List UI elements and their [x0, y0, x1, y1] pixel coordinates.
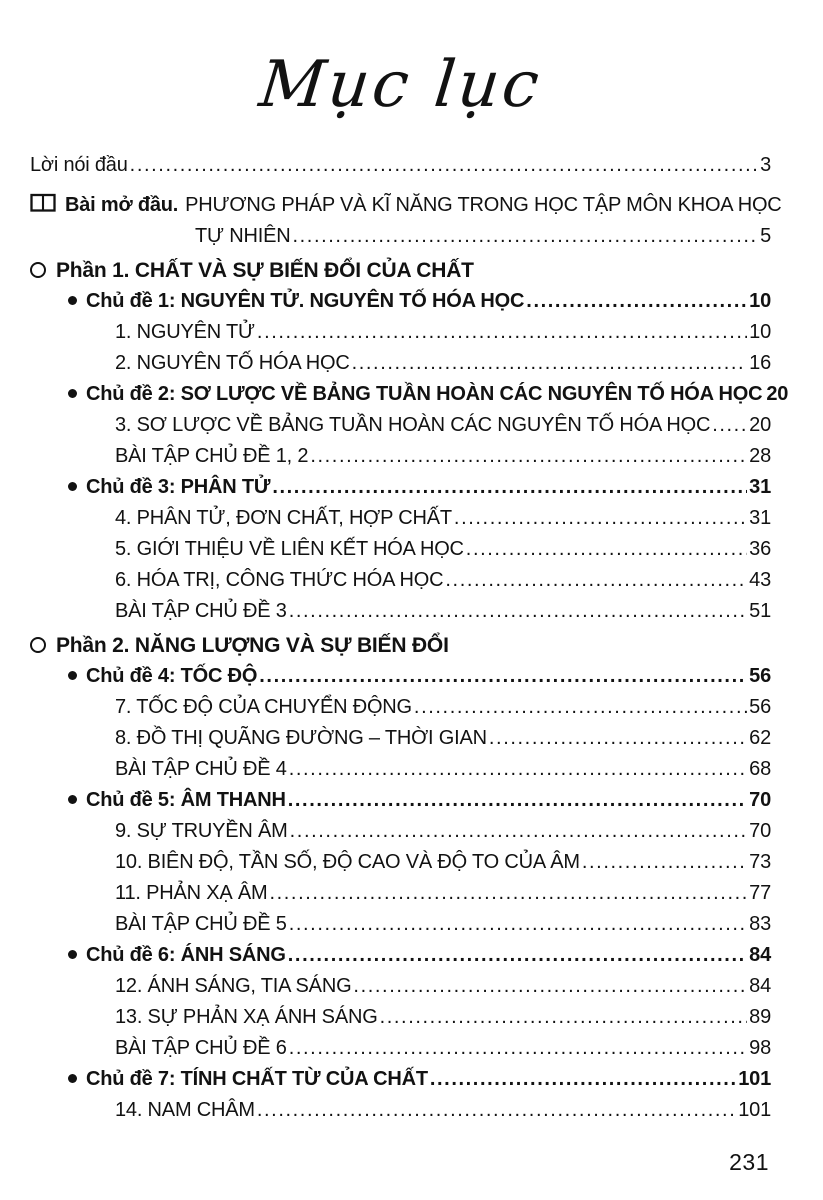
toc-entry-label: 1. NGUYÊN TỬ: [115, 321, 255, 344]
toc-entry-page: 20: [766, 383, 789, 406]
toc-entry-page: 10: [749, 290, 771, 313]
circle-outline-bullet-icon: [30, 637, 46, 653]
filled-dot-bullet-icon: [68, 482, 77, 491]
toc-entry-label: 14. NAM CHÂM: [115, 1099, 255, 1122]
dot-leader: [310, 441, 747, 472]
toc-entry-page: 98: [749, 1037, 771, 1060]
dot-leader: [526, 286, 747, 317]
toc-entry-label: Chủ đề 4: TỐC ĐỘ: [86, 665, 258, 688]
toc-entry-page: 43: [749, 569, 771, 592]
toc-entry-lesson: [30, 816, 771, 847]
toc-entry-label: BÀI TẬP CHỦ ĐỀ 6: [115, 1037, 287, 1060]
toc-entry-lesson: [30, 317, 771, 348]
toc-entry-lesson: [30, 971, 771, 1002]
filled-dot-bullet-icon: [68, 1074, 77, 1083]
dot-leader: [130, 150, 758, 181]
toc-entry-topic: [30, 661, 771, 692]
toc-entry-label: 4. PHÂN TỬ, ĐƠN CHẤT, HỢP CHẤT: [115, 507, 452, 530]
toc-entry-lesson: [30, 723, 771, 754]
dot-leader: [290, 816, 748, 847]
toc-entry-lesson: [30, 909, 771, 940]
toc-entry-label: Chủ đề 7: TÍNH CHẤT TỪ CỦA CHẤT: [86, 1068, 428, 1091]
dot-leader: [353, 971, 747, 1002]
dot-leader: [288, 785, 747, 816]
dot-leader: [289, 754, 747, 785]
toc-entry-lesson: [30, 596, 771, 627]
toc-entry-label: 3. SƠ LƯỢC VỀ BẢNG TUẦN HOÀN CÁC NGUYÊN TỐ HÓA HỌC: [115, 414, 711, 437]
dot-leader: [489, 723, 747, 754]
dot-leader: [289, 1033, 747, 1064]
circle-outline-bullet-icon: [30, 262, 46, 278]
filled-dot-bullet-icon: [68, 795, 77, 804]
toc-entry-label: Chủ đề 6: ÁNH SÁNG: [86, 944, 286, 967]
toc-entry-topic: [30, 286, 771, 317]
toc-entry-lesson: [30, 1002, 771, 1033]
toc-entry-label: Chủ đề 2: SƠ LƯỢC VỀ BẢNG TUẦN HOÀN CÁC NGUYÊN TỐ HÓA HỌC: [86, 383, 763, 406]
toc-entry-label: 8. ĐỒ THỊ QUÃNG ĐƯỜNG – THỜI GIAN: [115, 727, 487, 750]
dot-leader: [352, 348, 748, 379]
toc-entry-lesson: [30, 1033, 771, 1064]
toc-entry-page: 73: [749, 851, 771, 874]
toc-entry-topic: [30, 785, 771, 816]
toc-entry-page: 84: [749, 975, 771, 998]
toc-entry-page: 84: [749, 944, 771, 967]
toc-entry-intro: [30, 190, 782, 221]
toc-entry-label: TỰ NHIÊN: [195, 225, 291, 248]
toc-entry-part: [30, 255, 771, 286]
toc-entry-topic: [30, 940, 771, 971]
dot-leader: [289, 596, 747, 627]
toc-entry-page: 56: [749, 665, 771, 688]
toc-entry-page: 83: [749, 913, 771, 936]
toc-entry-page: 36: [749, 538, 771, 561]
toc-entry-page: 101: [738, 1068, 771, 1091]
toc-entry-page: 101: [738, 1099, 771, 1122]
toc-entry-label: 12. ÁNH SÁNG, TIA SÁNG: [115, 975, 352, 998]
toc-entry-label: 2. NGUYÊN TỐ HÓA HỌC: [115, 352, 350, 375]
dot-leader: [380, 1002, 748, 1033]
toc-entry-intro-continued: [30, 221, 771, 252]
dot-leader: [272, 472, 747, 503]
toc-entry-lesson: [30, 1095, 771, 1126]
dot-leader: [288, 940, 747, 971]
toc-entry-page: 31: [749, 507, 771, 530]
dot-leader: [289, 909, 747, 940]
toc-entry-page: 77: [749, 882, 771, 905]
dot-leader: [257, 317, 747, 348]
toc-entry-lesson: [30, 878, 771, 909]
toc-entry-lesson: [30, 441, 771, 472]
filled-dot-bullet-icon: [68, 296, 77, 305]
dot-leader: [454, 503, 747, 534]
toc-entry-page: 51: [749, 600, 771, 623]
dot-leader: [466, 534, 747, 565]
toc-entry-page: 31: [749, 476, 771, 499]
toc-entry-page: 56: [749, 696, 771, 719]
filled-dot-bullet-icon: [68, 671, 77, 680]
toc-entry-label: BÀI TẬP CHỦ ĐỀ 3: [115, 600, 287, 623]
open-book-icon: [30, 192, 56, 223]
toc-entry-page: 89: [749, 1006, 771, 1029]
toc-entry-label: 9. SỰ TRUYỀN ÂM: [115, 820, 288, 843]
toc-entry-lesson: [30, 410, 771, 441]
toc-entry-front: [30, 150, 771, 181]
toc-entry-lesson: [30, 692, 771, 723]
dot-leader: [445, 565, 747, 596]
toc-entry-label: Chủ đề 1: NGUYÊN TỬ. NGUYÊN TỐ HÓA HỌC: [86, 290, 525, 313]
toc-entry-lesson: [30, 847, 771, 878]
filled-dot-bullet-icon: [68, 950, 77, 959]
toc-entry-label: 5. GIỚI THIỆU VỀ LIÊN KẾT HÓA HỌC: [115, 538, 464, 561]
toc-entry-label: 10. BIÊN ĐỘ, TẦN SỐ, ĐỘ CAO VÀ ĐỘ TO CỦA ÂM: [115, 851, 580, 874]
toc-entry-label: BÀI TẬP CHỦ ĐỀ 5: [115, 913, 287, 936]
dot-leader: [414, 692, 747, 723]
toc-entry-page: 20: [749, 414, 771, 437]
toc-entry-page: 16: [749, 352, 771, 375]
dot-leader: [712, 410, 747, 441]
dot-leader: [269, 878, 747, 909]
toc-entry-label: BÀI TẬP CHỦ ĐỀ 1, 2: [115, 445, 309, 468]
dot-leader: [292, 221, 758, 252]
toc-entry-lesson: [30, 503, 771, 534]
toc-entry-topic: [30, 472, 771, 503]
toc-entry-topic: [30, 379, 789, 410]
toc-entry-label: 7. TỐC ĐỘ CỦA CHUYỂN ĐỘNG: [115, 696, 412, 719]
dot-leader: [582, 847, 747, 878]
toc-list: [30, 150, 789, 1126]
toc-entry-lesson: [30, 754, 771, 785]
toc-entry-label: Lời nói đầu: [30, 154, 128, 177]
toc-entry-label: BÀI TẬP CHỦ ĐỀ 4: [115, 758, 287, 781]
toc-entry-label: Phần 1. CHẤT VÀ SỰ BIẾN ĐỔI CỦA CHẤT: [56, 259, 474, 283]
dot-leader: [430, 1064, 736, 1095]
toc-entry-lesson: [30, 534, 771, 565]
toc-entry-label: Chủ đề 5: ÂM THANH: [86, 789, 286, 812]
toc-entry-label: Bài mở đầu.: [65, 194, 179, 217]
toc-entry-label: Chủ đề 3: PHÂN TỬ: [86, 476, 271, 499]
toc-entry-page: 70: [749, 820, 771, 843]
toc-entry-page: 10: [749, 321, 771, 344]
toc-entry-title: PHƯƠNG PHÁP VÀ KĨ NĂNG TRONG HỌC TẬP MÔN KHOA HỌC: [185, 194, 782, 217]
dot-leader: [257, 1095, 736, 1126]
toc-entry-label: 13. SỰ PHẢN XẠ ÁNH SÁNG: [115, 1006, 378, 1029]
toc-entry-lesson: [30, 348, 771, 379]
toc-entry-page: 28: [749, 445, 771, 468]
toc-entry-page: 70: [749, 789, 771, 812]
toc-entry-label: 11. PHẢN XẠ ÂM: [115, 882, 268, 905]
toc-entry-topic: [30, 1064, 771, 1095]
toc-entry-page: 68: [749, 758, 771, 781]
dot-leader: [259, 661, 747, 692]
toc-entry-page: 62: [749, 727, 771, 750]
page-title: Mục lục: [255, 48, 546, 122]
toc-entry-part: [30, 630, 771, 661]
toc-entry-page: 3: [760, 154, 771, 177]
toc-entry-label: Phần 2. NĂNG LƯỢNG VÀ SỰ BIẾN ĐỔI: [56, 634, 449, 658]
toc-entry-label: 6. HÓA TRỊ, CÔNG THỨC HÓA HỌC: [115, 569, 444, 592]
footer-page-number: 231: [729, 1149, 769, 1175]
filled-dot-bullet-icon: [68, 389, 77, 398]
toc-entry-lesson: [30, 565, 771, 596]
toc-entry-page: 5: [760, 225, 771, 248]
